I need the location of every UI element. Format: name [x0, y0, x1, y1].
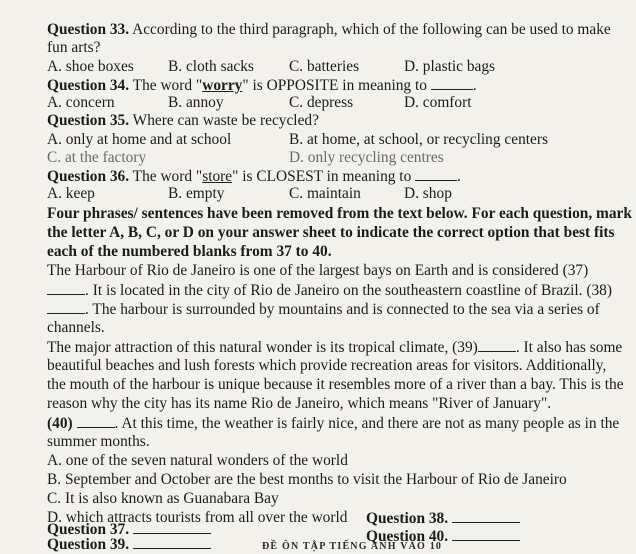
passage-line-2 [47, 281, 612, 300]
q33-option-b: B. cloth sacks [168, 58, 254, 75]
choice-d: D. which attracts tourists from all over the world [47, 509, 348, 526]
q35-option-c: C. at the factory [47, 149, 147, 166]
passage-line-3-text: . The harbour is surrounded by mountains and is connected to the sea via a series of [85, 301, 600, 318]
question-35-label: Question 35. [47, 112, 130, 129]
passage-line-9-number: (40) [47, 415, 73, 432]
answer-38-line[interactable] [452, 509, 520, 523]
answer-38-label: Question 38. [366, 510, 449, 527]
passage-line-2-text: . It is located in the city of Rio de Janeiro on the southeastern coastline of Brazil. (38) [85, 282, 612, 299]
blank-38 [47, 300, 85, 314]
answer-39-label: Question 39. [47, 536, 130, 553]
q33-option-a: A. shoe boxes [47, 58, 134, 75]
q36-option-d: D. shop [404, 185, 452, 202]
q35-option-a: A. only at home and at school [47, 131, 232, 148]
passage-line-10: summer months. [47, 433, 150, 450]
blank-40 [77, 414, 115, 428]
q34-option-a: A. concern [47, 94, 115, 111]
question-33 [47, 21, 611, 39]
answer-38 [366, 509, 520, 528]
question-34-text-a: The word " [129, 77, 203, 94]
question-34 [47, 76, 477, 95]
question-34-keyword: worry [202, 77, 243, 94]
question-36-text-a: The word " [129, 168, 203, 185]
passage-line-5 [47, 338, 622, 357]
question-36 [47, 167, 461, 186]
question-36-label: Question 36. [47, 168, 130, 185]
page-footer: ĐỀ ÔN TẬP TIẾNG ANH VÀO 10 [262, 541, 443, 552]
q33-option-c: C. batteries [289, 58, 360, 75]
q34-option-c: C. depress [289, 94, 354, 111]
answer-37-label: Question 37. [47, 521, 130, 538]
passage-line-8: reason why the city has its name Rio de Janeiro, which means "River of January". [47, 395, 552, 412]
question-33-text: According to the third paragraph, which of the following can be used to make [129, 21, 611, 38]
passage-line-5-text-a: The major attraction of this natural wonder is its tropical climate, (39) [47, 339, 478, 356]
passage-line-1: The Harbour of Rio de Janeiro is one of the largest bays on Earth and is considered (37) [47, 262, 589, 279]
passage-line-6: beautiful beaches and lush forests which provide recreation areas for visitors. Additionally, [47, 357, 607, 374]
answer-39-line[interactable] [133, 535, 211, 549]
answer-40-line[interactable] [452, 527, 520, 541]
q36-option-c: C. maintain [289, 185, 361, 202]
q36-option-a: A. keep [47, 185, 95, 202]
question-34-text-b: " is OPPOSITE in meaning to [242, 77, 427, 94]
question-34-blank [431, 76, 473, 90]
passage-line-3 [47, 300, 600, 319]
instructions-line-3: each of the numbered blanks from 37 to 40. [47, 243, 332, 260]
blank-39 [478, 338, 516, 352]
question-36-end: . [457, 168, 461, 185]
choice-c: C. It is also known as Guanabara Bay [47, 490, 279, 507]
answer-39 [47, 535, 211, 554]
question-33-text-cont: fun arts? [47, 39, 101, 56]
question-33-label: Question 33. [47, 21, 130, 38]
passage-line-9 [47, 414, 619, 433]
q36-option-b: B. empty [168, 185, 225, 202]
q35-option-b: B. at home, at school, or recycling centers [289, 131, 548, 148]
choice-a: A. one of the seven natural wonders of the world [47, 452, 348, 469]
q34-option-d: D. comfort [404, 94, 472, 111]
question-35-text: Where can waste be recycled? [129, 112, 319, 129]
question-36-blank [415, 167, 457, 181]
q35-option-d: D. only recycling centres [289, 149, 444, 166]
q34-option-b: B. annoy [168, 94, 224, 111]
passage-line-7: the mouth of the harbour is unique because it resembles more of a river than a bay. This is the [47, 376, 624, 393]
question-36-keyword: store [202, 168, 233, 185]
blank-37 [47, 281, 85, 295]
answer-37-line[interactable] [133, 520, 211, 534]
question-36-text-b: " is CLOSEST in meaning to [232, 168, 412, 185]
answer-40-label: Question 40. [366, 528, 449, 545]
q33-option-d: D. plastic bags [404, 58, 496, 75]
instructions-line-1: Four phrases/ sentences have been removed from the text below. For each question, mark [47, 205, 632, 222]
instructions-line-2: the letter A, B, C, or D on your answer sheet to indicate the correct option that best fits [47, 224, 615, 241]
choice-b: B. September and October are the best months to visit the Harbour of Rio de Janeiro [47, 471, 567, 488]
question-35 [47, 112, 319, 130]
passage-line-5-text-b: . It also has some [515, 339, 623, 356]
passage-line-9-text: . At this time, the weather is fairly nice, and there are not as many people as in the [114, 415, 620, 432]
question-34-end: . [472, 77, 477, 94]
passage-line-4: channels. [47, 319, 105, 336]
question-34-label: Question 34. [47, 77, 130, 94]
